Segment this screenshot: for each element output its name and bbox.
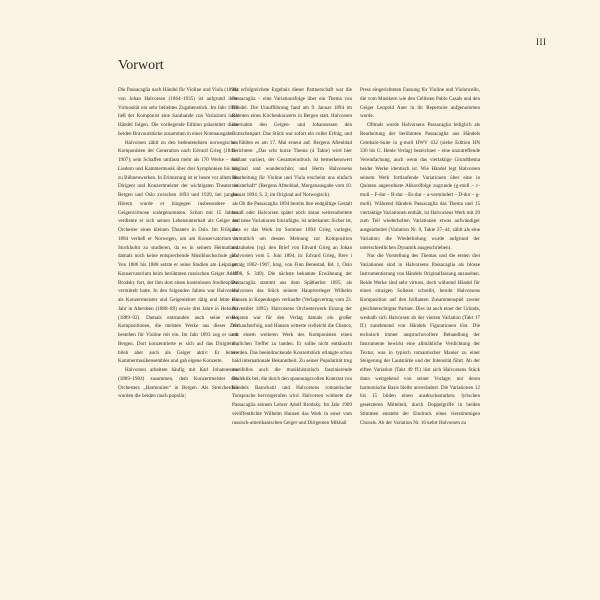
paragraph: Press eingerichteten Fassung für Violine und Violoncello, die vom Musikern wie den Cellisten Pablo Casals und den Geiger Leopold Auer in ihr Repertoire aufgenommen wurde.: [360, 87, 480, 120]
text-column-1: [118, 86, 238, 586]
paragraph: Halvorsen arbeitete häufig mit Karl Johannessen (1869–1904) zusammen, dem Konzertmeister des Orchesters „Harmonien“ in Bergen. Als Streicherduo wurden die beiden rasch populär;: [118, 367, 238, 400]
text-column-3: [360, 86, 480, 586]
paragraph: Halvorsen zählt zu den bedeutendsten norwegischen Komponisten der Generation nach Edvard Grieg (1843–1907); sein Schaffen umfasst mehr als 170 Werke – von Liedern und Kammermusik über drei Symphonien bis hin zu Bühnenwerken. In Erinnerung ist er heute vor allem als Dirigent und Konzertmeister der wichtigsten Theater in Bergen und Oslo zwischen 1893 und 1929, bei jungen Hörern wurde er hingegen insbesondere als Geigenvirtuose wahrgenommen. Schon mit 15 Jahren verdiente er sich seinen Lebensunterhalt als Geiger im Orchester eines kleinen Theaters in Oslo. Im Frühjahr 1884 verließ er Norwegen, um am Konservatorium in Stockholm zu studieren, da es in seinem Heimatland damals noch keine entsprechende Musikhochschule gab. Von 1886 bis 1888 setzte er seine Studien am Leipziger Konservatorium beim berühmten russischen Geiger Adolf Brodsky fort, der ihm dort einen kostenlosen Studienplatz vermittelt hatte. In den folgenden Jahren war Halvorsen als Konzertmeister und Geigenlehrer tätig und lebte ein Jahr in Aberdeen (1888–89) sowie drei Jahre in Helsinki (1889–92). Damals entstanden auch seine ersten Kompositionen, die meisten Werke aus dieser Zeit bestehen für Violine mit ein. Im Jahr 1893 zog er nach Bergen. Dort konzentrierte er sich auf das Dirigieren, blieb aber auch als Geiger aktiv: Er leitete Kammermusikensembles und gab eigene Konzerte.: [118, 139, 238, 365]
paragraph: Nur die Vorstellung des Themas und die ersten drei Variationen sind in Halvorsens Passacaglia als blosse Instrumentierung von Händels Originalfassung anzusehen. Beide Werke sind sehr virtuos, doch während Händel für einen einzigen Solisten schreibt, beruht Halvorsens Komposition auf den brillanten Zusammenspiel zweier gleichberechtigter Partner. Dies ist auch einer der Gründe, weshalb sich Halvorsen ab der vierten Variation (Takt 17 ff.) zunehmend von Händels Figurationen löst. Die technisch immer anspruchsvollere Behandlung der Instrumente bewirkt eine allmähliche Verdichtung der Textur, was in typisch romantischer Manier zu einer Steigerung der Lautstärke und der Intensität führt. Ab der elften Variation (Takt 49 ff.) löst sich Halvorsens Stück dann weitgehend von seiner Vorlage; nur deren harmonische Basis bleibt unverändert. Die Variationen 12 bis 15 bilden einen ausdrucksstarken, lyrischen gesetzteren Mittelteil, durch Doppelgriffe in beiden Stimmen entsteht der Eindruck eines vierstimmigen Chorals. Ab der Variation Nr. 16 kehrt Halvorsen zu: [360, 253, 480, 426]
paragraph: das erfolgreichste Ergebnis dieser Partnerschaft war die Passacaglia – eine Variationsfolge über ein Thema von Händel. Die Uraufführung fand am 9. Januar 1894 im Rahmen eines Kirchenkonzerts in Bergen statt. Halvorsen übernahm den Geigen- und Johannessen den Bratschenpart. Das Stück war sofort ein voller Erfolg, und so fühlten es am 17. Mai erneut auf. Bergens Aftenblad berichtete: „Das schr kurze Thema (4 Takte) wird hier brillant variiert, der Gesamteindruck ist bemerkenswert original und wunderschön; und Herrn Halvorsens Bearbeitung für Violine und Viola erscheint uns einfach meisterhaft“ (Bergens Aftenblad, Morgenausgabe vom 10. Januar 1894, S. 2; im Original auf Norwegisch).: [232, 87, 352, 198]
page-number: III: [536, 37, 547, 47]
text-column-2: [232, 86, 352, 586]
paragraph: Die Passacaglia nach Händel für Violine und Viola (1894) von Johan Halvorsen (1864–1935) ist aufgrund ihrer Virtuosität ein sehr beliebtes Zugabenstück. Im Jahr 1898 ließ der Komponist eine Sarabande con Variazioni nach Händel folgen. Die vorliegende Edition präsentiert diese beiden Bravourstücke zusammen in einer Notenausgabe.: [118, 87, 238, 137]
section-heading: Vorwort: [118, 58, 164, 73]
paragraph: Ob die Passacaglia 1894 bereits ihre endgültige Gestalt besaß oder Halvorsen später noch daran weiterarbeitete und neue Variationen hinzufügte, ist unbekannt. Sicher ist, dass er das Werk im Sommer 1894 Grieg vorlegte, vermutlich um dessen Meinung zur Komposition einzuholen (vgl. den Brief von Edvard Grieg an Johan Halvorsen vom 5. Juni 1894, in: Edvard Grieg, Brev i utvalg 1862–1907, hrsg. von Finn Benestad, Bd. 1, Oslo 1998, S. 349). Die nächste bekannte Erwähnung der Passacaglia stammt aus dem Spätherbst 1895, als Halvorsen das Stück seinem Hauptverleger Wilhelm Hansen in Kopenhagen verkaufte (Verlagsvertrag vom 23. November 1895). Halvorsens Orchesterwerk Einzug der Bojaren war für den Verlag damals ein großer Verkaufserfolg, und Hansen witterte vielleicht die Chance, mit einem weiteren Werk des Komponisten einen ähnlichen Treffer zu landen. Er sollte nicht enttäuscht werden. Das beeindruckende Konzertstück erlangte schon bald internationale Bekanntheit. Zu seiner Popularität trug zweifellos auch die musikhistorisch faszinierende Dialektik bei, die durch den spannungsvollen Kontrast von Händels Barockstil und Halvorsens romantischer Tonsprache hervorgerufen wird. Halvorsen widmete die Passacaglia seinem Lehrer Adolf Brodsky. Im Jahr 1909 veröffentlichte Wilhelm Hansen das Werk in einer vom russisch-amerikanischen Geiger und Dirigenten Mikhail: [232, 200, 352, 426]
paragraph: Oftmals wurde Halvorsens Passacaglia lediglich als Bearbeitung der berühmten Passacaglia aus Händels Cembalo-Suite in g-moll HWV 432 (siehe Edition HN 336 bis G. Henle Verlag) bezeichnet – eine unzutreffende Vereinfachung, auch wenn das viertaktige Grundthema beider Werke identisch ist. Wie Händel legt Halvorsen seinem Werk fortlaufende Variationen über eine in Quinten angeordnete Akkordfolge zugrunde (g-moll – c-moll – F-dur – B-dur – Es-dur – a-vermindert – D-dur – g-moll). Während Händels Passacaglia das Thema und 15 viertaktige Variationen enthält, ist Halvorsens Werk mit 20 zum Teil wiederholten Variationen etwas aufwändiger ausgearbeitet (Variation Nr. 9, Takte 37–44, zählt als eine Variation; die Wiederholung wurde aufgrund der unterschiedlichen Dynamik ausgeschrieben).: [360, 122, 480, 251]
